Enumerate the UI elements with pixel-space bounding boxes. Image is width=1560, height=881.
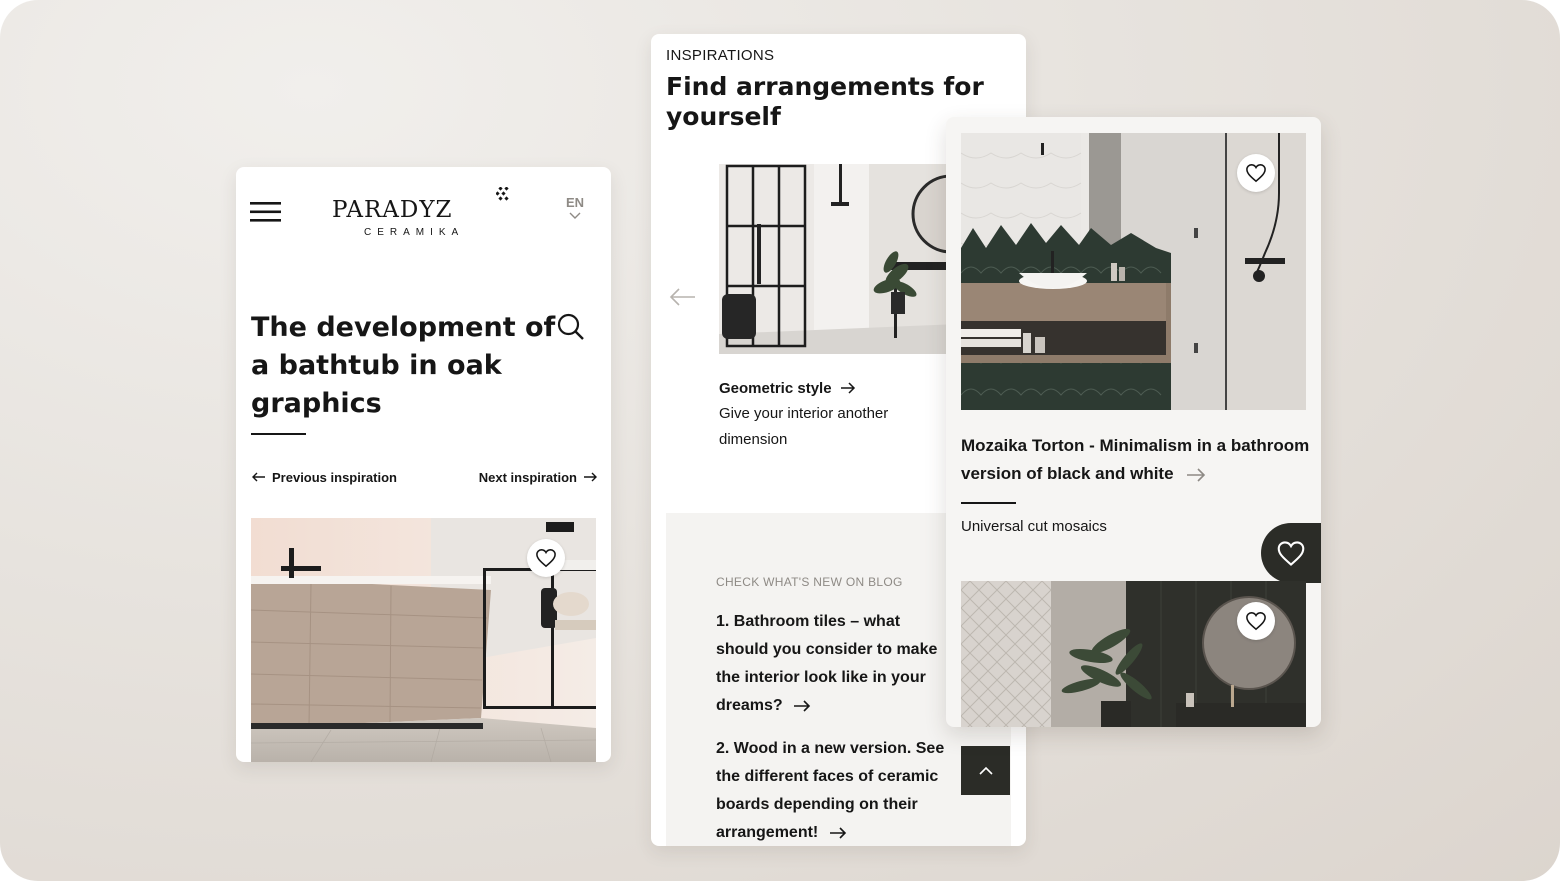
logo-dots-icon xyxy=(496,187,510,201)
card-title: Geometric style xyxy=(719,379,832,397)
blog-article-line: boards depending on their xyxy=(716,796,918,813)
right-phone-screen xyxy=(946,117,1321,727)
title-underline xyxy=(251,433,306,435)
blog-article-line: dreams? xyxy=(716,697,783,714)
arrow-right-icon xyxy=(583,472,597,482)
search-icon xyxy=(556,312,586,342)
arrow-right-icon xyxy=(829,827,847,839)
arrow-right-icon xyxy=(840,382,856,394)
page-title-line: The development of xyxy=(251,312,556,343)
scroll-to-top-button[interactable] xyxy=(961,746,1010,795)
blog-article-line: the different faces of ceramic xyxy=(716,768,939,785)
heart-icon xyxy=(535,548,557,568)
page-title-line: a bathtub in oak xyxy=(251,350,502,381)
blog-article-line: 2. Wood in a new version. See xyxy=(716,740,945,757)
dark-bathroom-photo[interactable] xyxy=(961,581,1306,727)
chevron-up-icon xyxy=(979,766,993,776)
mosaic-bathroom-photo[interactable] xyxy=(961,133,1306,410)
menu-button[interactable] xyxy=(250,201,282,223)
heart-icon xyxy=(1276,540,1306,567)
left-phone-screen xyxy=(236,167,611,762)
favorites-floating-button[interactable] xyxy=(1261,523,1321,583)
heart-icon xyxy=(1245,163,1267,183)
blog-article-last-line xyxy=(716,819,966,846)
language-selector[interactable] xyxy=(562,195,588,225)
product-title-underline xyxy=(961,502,1016,504)
blog-eyebrow: CHECK WHAT'S NEW ON BLOG xyxy=(716,575,903,589)
product-title-link[interactable] xyxy=(961,432,1309,488)
product-title-line: version of black and white xyxy=(961,464,1174,483)
card-description xyxy=(719,401,888,453)
brand-logo[interactable] xyxy=(328,187,518,241)
blog-article-link[interactable] xyxy=(716,608,956,720)
section-eyebrow: INSPIRATIONS xyxy=(666,47,775,64)
next-inspiration-label: Next inspiration xyxy=(478,469,577,485)
blog-article-line: should you consider to make xyxy=(716,641,938,658)
language-label: EN xyxy=(565,195,585,210)
search-button[interactable] xyxy=(556,312,586,342)
arrow-left-icon xyxy=(669,287,697,307)
product-subtitle: Universal cut mosaics xyxy=(961,518,1107,535)
logo-subtitle: CERAMIKA xyxy=(364,227,465,238)
previous-inspiration-link[interactable] xyxy=(252,467,397,487)
logo-wordmark: PARADYZ xyxy=(332,197,453,223)
blog-article-line: the interior look like in your xyxy=(716,669,926,686)
heart-icon xyxy=(1245,611,1267,631)
product-title-last-line xyxy=(961,460,1309,488)
section-heading-line: yourself xyxy=(666,102,781,131)
favorite-button[interactable] xyxy=(1237,602,1275,640)
chevron-down-icon xyxy=(569,212,581,220)
blog-article-last-line xyxy=(716,692,956,720)
blog-article-line: arrangement! xyxy=(716,824,819,841)
page-title xyxy=(251,309,556,423)
blog-article-line: 1. Bathroom tiles – what xyxy=(716,613,901,630)
geometric-style-photo-image xyxy=(719,164,959,354)
next-inspiration-link[interactable] xyxy=(479,467,597,487)
carousel-prev-button[interactable] xyxy=(669,287,697,307)
bathtub-photo[interactable] xyxy=(251,518,596,762)
section-heading xyxy=(666,72,984,132)
favorite-button[interactable] xyxy=(527,539,565,577)
arrow-left-icon xyxy=(252,472,266,482)
arrow-right-icon xyxy=(1186,468,1206,482)
favorite-button[interactable] xyxy=(1237,154,1275,192)
page-title-line: graphics xyxy=(251,388,382,419)
blog-article-link[interactable] xyxy=(716,735,966,846)
card-description-line: Give your interior another xyxy=(719,405,889,422)
card-title-link[interactable] xyxy=(719,377,856,399)
hamburger-menu-icon xyxy=(250,201,282,223)
product-title-line: Mozaika Torton - Minimalism in a bathroom xyxy=(961,436,1310,455)
arrow-right-icon xyxy=(793,700,811,712)
geometric-style-photo[interactable] xyxy=(719,164,959,354)
section-heading-line: Find arrangements for xyxy=(666,72,984,101)
card-description-line: dimension xyxy=(719,431,788,448)
previous-inspiration-label: Previous inspiration xyxy=(272,469,397,485)
